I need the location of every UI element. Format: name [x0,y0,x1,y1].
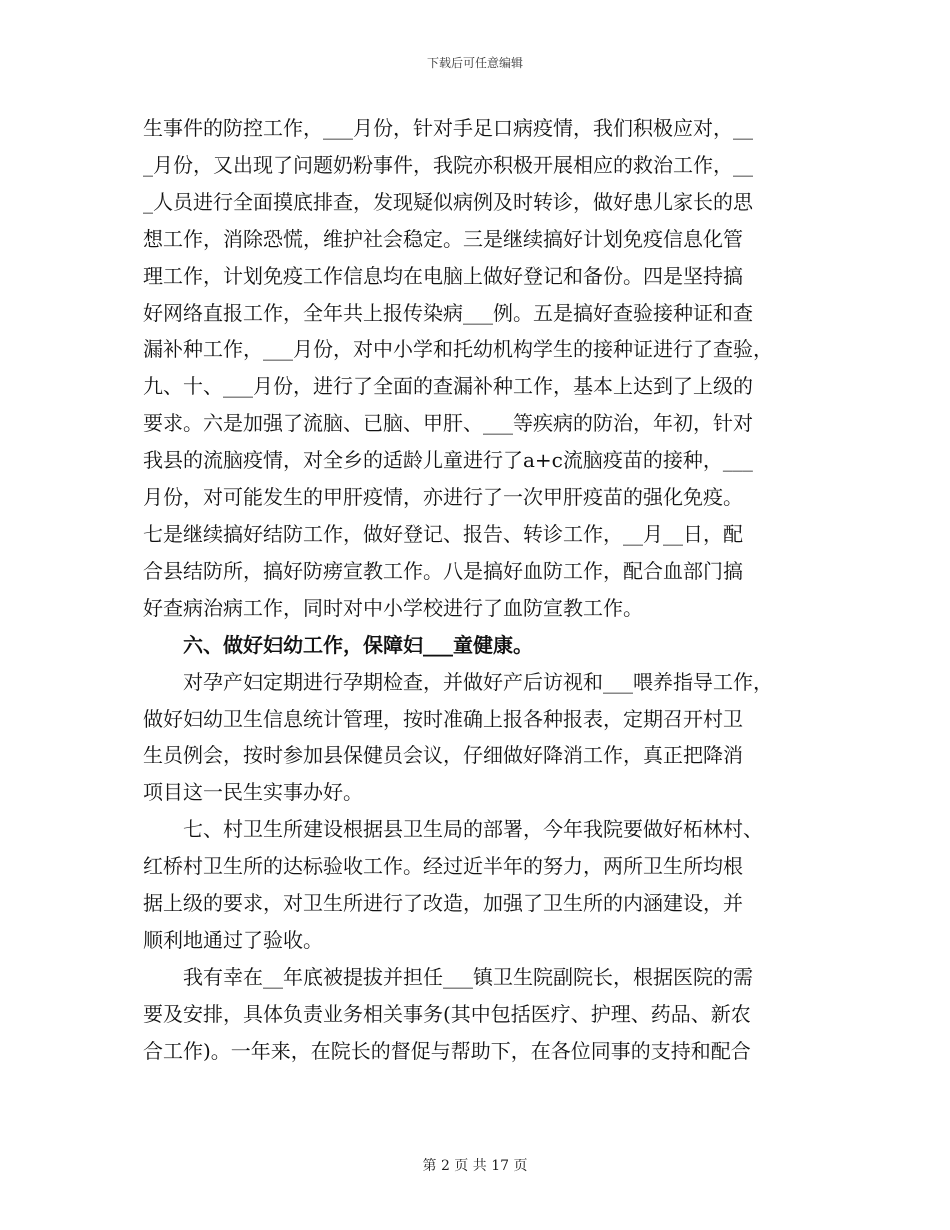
text-line: 据上级的要求，对卫生所进行了改造，加强了卫生所的内涵建设，并 [143,891,743,916]
text-line: 生事件的防控工作，___月份，针对手足口病疫情，我们积极应对，__ [143,116,753,140]
text-line: 七、村卫生所建设根据县卫生局的部署，今年我院要做好柘林村、 [143,817,763,842]
text-line: 九、十、___月份，进行了全面的查漏补种工作，基本上达到了上级的 [143,374,753,399]
text-line: _月份，又出现了问题奶粉事件，我院亦积极开展相应的救治工作，__ [143,152,753,177]
document-body [143,110,813,1070]
text-line: 要求。六是加强了流脑、已脑、甲肝、___等疾病的防治，年初，针对 [143,411,753,436]
text-line: _人员进行全面摸底排查，发现疑似病例及时转诊，做好患儿家长的思 [143,189,753,214]
text-line: 对孕产妇定期进行孕期检查，并做好产后访视和___喂养指导工作， [143,669,773,694]
text-line: 顺利地通过了验收。 [143,927,323,952]
text-line: 我有幸在__年底被提拔并担任___镇卫生院副院长，根据医院的需 [143,964,753,989]
text-line: 项目这一民生实事办好。 [143,780,363,805]
text-line: 要及安排，具体负责业务相关事务(其中包括医疗、护理、药品、新农 [143,1001,751,1026]
text-line: 七是继续搞好结防工作，做好登记、报告、转诊工作，__月__日，配 [143,521,743,546]
text-line: 想工作，消除恐慌，维护社会稳定。三是继续搞好计划免疫信息化管 [143,226,743,251]
text-line: 合县结防所，搞好防痨宣教工作。八是搞好血防工作，配合血部门搞 [143,558,743,583]
text-line: 做好妇幼卫生信息统计管理，按时准确上报各种报表，定期召开村卫 [143,706,743,731]
text-line: 红桥村卫生所的达标验收工作。经过近半年的努力，两所卫生所均根 [143,854,743,879]
text-line: 合工作)。一年来，在院长的督促与帮助下，在各位同事的支持和配合 [143,1038,751,1063]
text-line: 好网络直报工作，全年共上报传染病___例。五是搞好查验接种证和查 [143,300,753,325]
text-line: 生员例会，按时参加县保健员会议，仔细做好降消工作，真正把降消 [143,743,743,768]
section-heading: 六、做好妇幼工作，保障妇___童健康。 [143,632,533,657]
text-line: 我县的流脑疫情，对全乡的适龄儿童进行了a+c流脑疫苗的接种，___ [143,448,753,473]
text-line: 月份，对可能发生的甲肝疫情，亦进行了一次甲肝疫苗的强化免疫。 [143,485,743,510]
text-line: 好查病治病工作，同时对中小学校进行了血防宣教工作。 [143,595,643,620]
page-footer: 第 2 页 共 17 页 [422,1158,528,1174]
text-line: 理工作，计划免疫工作信息均在电脑上做好登记和备份。四是坚持搞 [143,263,743,288]
text-line: 漏补种工作，___月份，对中小学和托幼机构学生的接种证进行了查验， [143,337,773,362]
page-header: 下载后可任意编辑 [426,56,523,70]
